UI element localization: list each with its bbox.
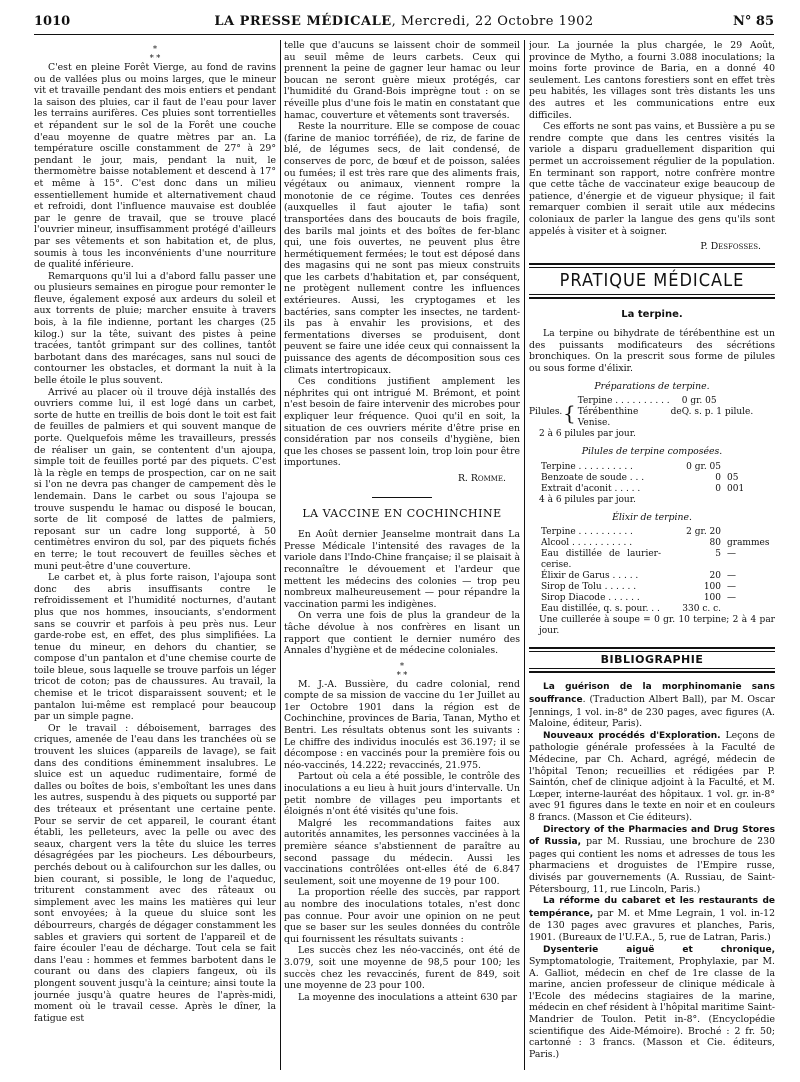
entry-title: La réforme du cabaret et les restaurants de tempérance, [529, 896, 775, 919]
ingredient-qty: 0 gr. 05 [686, 461, 721, 472]
ingredient-unit [721, 462, 727, 473]
ingredient-qty: 20 [709, 571, 721, 582]
author-signature: P. Desfosses. [700, 241, 761, 253]
ingredient-name: Sirop Diacode . . . . . . [541, 593, 640, 604]
section-title: PRATIQUE MÉDICALE [529, 267, 775, 295]
column-3 [529, 40, 775, 1070]
recipe-title: Élixir de terpine. [612, 511, 692, 523]
ingredient-unit [721, 527, 727, 538]
ingredient-qty: Q. s. p. [681, 407, 714, 418]
paragraph: Or le travail : déboisement, barrages des criques, amenée de l'eau dans les tranchées où se trouvent les sluices (appareils de lavage), se fait dans des conditions éminemment insalubres. Le sluice est un aqueduc rudimentaire, formé de dalles ou boîtes de bois, s'emboîtant les unes dans les autres, suspendu à des piquets ou supporté par des tréteaux et présentant une certaine pente. Pour se servir de cet appareil, le courant étant établi, les pelleteurs, avec la pelle ou avec des seaux, chargent vers la tête du sluice les terres désagrégées par les piocheurs. Les débourbeurs, perchés debout ou à califourchon sur les dalles, ou bien courant, si possible, le long de l'aqueduc, triturent constamment avec des râteaux ou simplement avec les mains les matières qui leur sont envoyées; à la queue du sluice sont les débourreurs, chargés de dégager constamment les sables et graviers qui sortent de l'appareil et de faire écouler l'eau de décharge. Tout cela se fait dans l'eau : hommes et femmes barbotent dans le courant ou dans des clapiers fangeux, où ils plongent souvent jusqu'à la ceinture; ainsi toute la journée jusqu'à quatre heures de l'après-midi, moment où le travail cesse. Après le dîner, la fatigue est [34, 722, 276, 1024]
bibliography-entry [529, 944, 775, 1061]
section-banner [529, 263, 775, 299]
ingredient-name: Sirop de Tolu . . . . . . [541, 582, 637, 593]
page-header [34, 14, 774, 32]
recipe-1: Pilules. { Terpine . . . . . . . . . . 0 gr. 05 Térébenthine de Venise. Q. s. p. 1 pilule. 2 à 6 pilules par jour. [529, 396, 775, 440]
ingredient-qty: 0 gr. 05 [681, 396, 717, 407]
paragraph: telle que d'aucuns se laissent choir de sommeil au seuil même de leurs carbets. Ceux qui prennent la peine de gagner leur hamac ou leur boucan ne seront guère mieux protégés, car l'humidité du Grand-Bois imprègne tout : on se réveille plus d'une fois le matin en constatant que hamac, couverture et vêtements sont traversés. [284, 40, 520, 121]
paragraph: La terpine ou bihydrate de térébenthine est un des puissants modificateurs des sécrétions bronchiques. On la prescrit sous forme de pilules ou sous forme d'élixir. [529, 328, 775, 375]
ingredient-name: Extrait d'aconit . . . . . [541, 483, 641, 494]
paragraph: Reste la nourriture. Elle se compose de couac (farine de manioc torréfiée), de riz, de farine de blé, de légumes secs, de lait condensé, de conserves de porc, de bœuf et de poisson, salées ou fumées; il est très rare que des aliments frais, végétaux ou animaux, viennent rompre la monotonie de ce régime. Toutes ces denrées (auxquelles il faut ajouter le tafia) sont transportées dans des boucauts de bois fragile, des barils mal joints et des boîtes de fer-blanc qui, une fois ouvertes, ne peuvent plus être hermétiquement fermées; le tout est déposé dans des magasins qui ne sont pas mieux construits que les carbets d'habitation et, par conséquent, ne protègent nullement contre les influences extérieures. Aussi, les cryptogames et les bactéries, sans compter les insectes, ne tardent-ils pas à envahir les provisions, et des fermentations diverses se produisent, dont peuvent se faire une idée ceux qui connaissent la puissance des agents de décomposition sous ces climats intertropicaux. [284, 121, 520, 376]
ingredient-name: Eau distillée, q. s. pour. . . [541, 604, 660, 615]
section-banner [529, 647, 775, 673]
ingredient-unit: — [727, 593, 736, 604]
ingredient-unit: 05 [727, 472, 739, 483]
section-title: BIBLIOGRAPHIE [529, 651, 775, 669]
ingredient-name: Alcool . . . . . . . . . . . [541, 538, 633, 549]
issue-date: , Mercredi, 22 Octobre 1902 [391, 14, 594, 29]
paragraph: Ces efforts ne sont pas vains, et Bussière a pu se rendre compte que dans les centres visités la variole a disparu graduellement disparition qui permet un accroissement régulier de la population. En terminant son rapport, notre confrère montre que cette tâche de vaccinateur exige beaucoup de patience, d'énergie et de vigueur physique; il fait remarquer combien il serait utile aux médecins coloniaux de parler la langue des gens qu'ils sont appelés à visiter et à soigner. [529, 121, 775, 237]
column-2 [284, 40, 520, 1070]
entry-title: Dysenterie aiguë et chronique, [543, 944, 775, 955]
ingredient-qty: 0 [715, 472, 721, 483]
column-rule [280, 40, 281, 1070]
paragraph: M. J.-A. Bussière, du cadre colonial, rend compte de sa mission de vaccine du 1er Juillet au 1er Octobre 1901 dans la région est de Cochinchine, provinces de Baria, Tanan, Mytho et Bentri. Les résultats obtenus sont les suivants : Le chiffre des individus inoculés est 36.197; il se décompose : en vaccinés pour la première fois ou néo-vaccinés, 14.222; revaccinés, 21.975. [284, 678, 520, 771]
paragraph: Partout où cela a été possible, le contrôle des inoculations a eu lieu à huit jours d'intervalle. Un petit nombre de villages peu importants et éloignés n'ont été visités qu'une fois. [284, 771, 520, 818]
paragraph: Ces conditions justifient amplement les néphrites qui ont intrigué M. Brémont, et point n'est besoin de faire intervenir des microbes pour expliquer leur fréquence. Quoi qu'il en soit, la situation de ces ouvriers mérite d'être prise en considération par nos conseils d'hygiène, bien que les choses se passent loin, trop loin pour être importunes. [284, 376, 520, 469]
ingredient-name: Eau distillée de laurier-cerise. [541, 549, 661, 571]
paragraph: La moyenne des inoculations a atteint 630 par [298, 991, 518, 1003]
ingredient-qty: 100 [703, 593, 721, 604]
ingredient-unit: — [727, 549, 736, 560]
paragraph: C'est en pleine Forêt Vierge, au fond de ravins ou de vallées plus ou moins larges, que le mineur vit et travaille pendant des mois entiers et pendant la saison des pluies, car il faut de l'eau pour laver les terrains aurifères. Ces pluies sont torrentielles et répandent sur le sol de la Forêt une couche d'eau moyenne de quatre mètres par an. La température oscille constamment de 27° à 29° pendant le jour, mais, pendant la nuit, le thermomètre baisse notablement et descend à 17° et même à 15°. C'est donc dans un milieu essentiellement humide et alternativement chaud et refroidi, dont l'influence mauvaise est doublée par le genre de travail, que se trouve placé l'ouvrier mineur, insuffisamment protégé d'ailleurs par ses vêtements et son habitation et, de plus, soumis à tous les inconvénients d'une nourriture de qualité inférieure. [34, 62, 276, 271]
paragraph: En Août dernier Jeanselme montrait dans La Presse Médicale l'intensité des ravages de la variole dans l'Indo-Chine française; il se plaisait à reconnaître le dévouement et l'ardeur que mettent les médecins des colonies — trop peu nombreux malheureusement — pour répandre la vaccination parmi les indigènes. [284, 529, 520, 610]
entry-text: Symptomatologie, Traitement, Prophylaxie, par M. A. Galliot, médecin en chef de 1re classe de la marine, ancien professeur de clinique médicale à l'Ecole des médecins stagiaires de la marine, médecin en chef résident à l'hôpital maritime Saint-Mandrier de Toulon. Petit in-8°. (Encyclopédie scientifique des Aide-Mémoire). Broché : 2 fr. 50; cartonné : 3 francs. (Masson et Cie. éditeurs, Paris.) [529, 956, 775, 1060]
ingredient-qty: 0 [715, 483, 721, 494]
paragraph: La proportion réelle des succès, par rapport au nombre des inoculations totales, n'est donc pas connue. Pour avoir une opinion on ne peut que se baser sur les seules données du contrôle qui fournissent les résultats suivants : [284, 887, 520, 945]
entry-title: Directory of the Pharmacies and Drug Stores of Russia, [529, 824, 775, 848]
ingredient-qty: 330 c. c. [682, 604, 721, 615]
ingredient-name: Terpine . . . . . . . . . . [541, 527, 633, 538]
journal-name: LA PRESSE MÉDICALE [214, 14, 392, 29]
ingredient-unit: — [727, 571, 736, 582]
page-number: 1010 [34, 14, 71, 29]
issue-number: N° 85 [733, 14, 774, 29]
paragraph: Remarquons qu'il lui a d'abord fallu passer une ou plusieurs semaines en pirogue pour remonter le fleuve, également exposé aux ardeurs du soleil et aux torrents de pluie; marcher ensuite à travers bois, à la file indienne, portant les charges (25 kilog.) sur la tête, suivant des pistes à peine tracées, tantôt grimpant sur des collines, tantôt barbotant dans des marécages, sans nul souci de contourner les obstacles, et dormant la nuit à la belle étoile le plus souvent. [34, 270, 276, 387]
separator [372, 497, 432, 498]
ingredient-qty: 5 [715, 549, 721, 560]
article-title: La terpine. [621, 308, 683, 320]
paragraph: Arrivé au placer où il trouve déjà installés des ouvriers comme lui, il est logé dans un carbet, sorte de hutte en treillis de bois dont le toit est fait de feuilles de palmiers et qui souvent manque de porte. Quelquefois même les travailleurs, pressés de réaliser un gain, se contentent d'un ajoupa, simple toit de feuilles porté par des piquets. C'est là la règle en temps de prospection, car on ne sait si l'on ne devra pas changer de campement dès le lendemain. Dans le carbet ou sous l'ajoupa se trouve suspendu le hamac ou disposé le boucan, sorte de lit composé de lattes de palmiers, reposant sur un cadre long supporté, à 50 centimètres environ du sol, par des piquets fichés en terre; le tout recouvert de feuilles sèches et muni peut-être d'une couverture. [34, 386, 276, 572]
entry-title: La guérison de la morphinomanie sans souffrance [529, 682, 775, 706]
recipe-3 [529, 527, 775, 637]
ingredient-name: Élixir de Garus . . . . . [541, 571, 639, 582]
entry-text: par M. et Mme Legrain, 1 vol. in-12 de 130 pages avec gravures et planches, Paris, 1901. (Bureaux de l'U.F.A., 5, rue de Latran, Paris.) [529, 907, 775, 943]
dosage-note: 2 à 6 pilules par jour. [539, 429, 636, 440]
section-stars: ⁎ ⁎ ⁎ [149, 42, 161, 60]
paragraph: jour. La journée la plus chargée, le 29 Août, province de Mytho, a fourni 3.088 inoculations; la moins forte province de Baria, en a donné 40 seulement. Les cantons forestiers sont en effet très peu habités, les villages sont très distants les uns des autres et les communications entre eux difficiles. [529, 40, 775, 121]
recipe-title: Pilules de terpine composées. [581, 446, 723, 458]
section-title: LA VACCINE EN COCHINCHINE [302, 506, 502, 520]
header-rule [34, 34, 774, 35]
paragraph: Le carbet et, à plus forte raison, l'ajoupa sont donc des abris insuffisants contre le refroidissement et l'humidité nocturnes, d'autant plus que nos hommes, insouciants, s'endorment sans se couvrir et parfois à peu près nus. Leur garde-robe est, en effet, des plus simplifiées. La tenue du mineur, en dehors du chantier, se compose d'un pantalon et d'une chemise courte de toile bleue, sous laquelle se trouve parfois un léger tricot de coton; pas de chaussures. Au travail, la chemise et le tricot disparaissent souvent; et le pantalon lui-même est remplacé pour beaucoup par un simple pagne. [34, 572, 276, 723]
dosage-note: Une cuillerée à soupe = 0 gr. 10 terpine; 2 à 4 par jour. [539, 615, 775, 637]
recipe-title: Préparations de terpine. [594, 380, 710, 392]
ingredient-qty: 80 [709, 538, 721, 549]
bibliography-entry [529, 730, 775, 824]
ingredient-unit: grammes [727, 538, 770, 549]
ingredient-qty: 2 gr. 20 [686, 527, 721, 538]
ingredient-name: Terpine . . . . . . . . . . [541, 461, 633, 472]
ingredient-unit: 001 [727, 483, 745, 494]
entry-text: Leçons de pathologie générale professées à la Faculté de Médecine, par Ch. Achard, agrégé, médecin de l'hôpital Tenon; recueillies et rédigées par P. Saintón, chef de clinique adjoint à la Faculté, et M. Lœper, interne-lauréat des hôpitaux. 1 vol. gr. in-8° avec 91 figures dans le texte en noir et en couleurs 8 francs. (Masson et Cie éditeurs). [529, 729, 775, 823]
ingredient-unit [721, 604, 727, 615]
paragraph: On verra une fois de plus la grandeur de la tâche dévolue à nos confrères en lisant un rapport que contient le dernier numéro des Annales d'hygiène et de médecine coloniales. [284, 610, 520, 657]
ingredient-unit: — [727, 582, 736, 593]
ingredient-unit: 1 pilule. [716, 407, 754, 418]
bibliography-entry [529, 681, 775, 729]
paragraph: Les succès chez les néo-vaccinés, ont été de 3.079, soit une moyenne de 98,5 pour 100; les succès chez les revaccinés, furent de 849, soit une moyenne de 23 pour 100. [284, 945, 520, 992]
column-rule [524, 40, 525, 1070]
recipe-label: Pilules. [529, 407, 563, 418]
entry-text: . (Traduction Albert Ball), par M. Oscar Jennings, 1 vol. in-8° de 230 pages, avec figures (A. Maloine, éditeur, Paris). [529, 694, 775, 730]
section-stars: ⁎ ⁎ ⁎ [396, 658, 408, 677]
bibliography-entry [529, 895, 775, 943]
journal-title [34, 14, 774, 29]
ingredient-qty: 100 [703, 582, 721, 593]
entry-title: Nouveaux procédés d'Exploration. [543, 730, 721, 741]
ingredient-name: Terpine . . . . . . . . . . [577, 396, 670, 407]
column-1 [34, 40, 276, 1070]
ingredient-name: Térébenthine de Venise. [577, 407, 682, 429]
bibliography-entry [529, 824, 775, 896]
paragraph: Malgré les recommandations faites aux autorités annamites, les personnes vaccinées à la première séance s'abstiennent de paraître au second passage du médecin. Aussi les vaccinations contrôlées ont-elles été de 6.847 seulement, soit une moyenne de 19 pour 100. [284, 817, 520, 887]
recipe-2 [529, 462, 775, 506]
ingredient-name: Benzoate de soude . . . [541, 472, 645, 483]
entry-text: par M. Russiau, une brochure de 230 pages qui contient les noms et adresses de tous les pharmaciens et droguistes de l'Empire russe, divisés par gouvernements (A. Russiau, de Saint-Pétersbourg, 11, rue Lincoln, Paris.) [529, 836, 775, 895]
dosage-note: 4 à 6 pilules par jour. [539, 494, 636, 505]
author-signature: R. Romme. [457, 472, 506, 484]
